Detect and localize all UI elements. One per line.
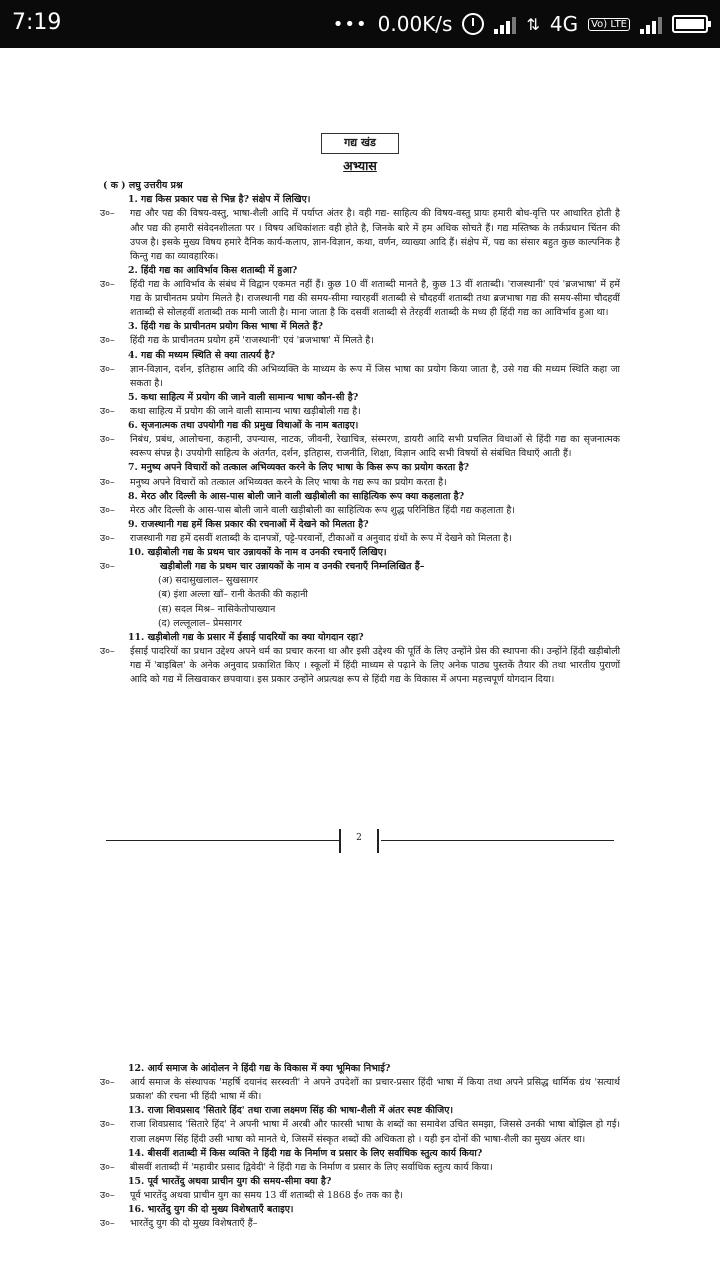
network-type: 4G bbox=[549, 12, 579, 36]
answer bbox=[100, 476, 620, 490]
answer-text: राजा शिवप्रसाद 'सितारे हिंद' ने अपनी भाषा में अरबी और फारसी भाषा के शब्दों का समावेश उचित समझा, जिससे उनकी भाषा बोझिल हो गई। राजा लक्ष्मण सिंह हिंदी उसी भाषा को मानते थे, जिसमें संस्कृत शब्दों की अधिकता हो । यही इन दोनों की भाषा-शैली का मुख्य अंतर था। bbox=[130, 1119, 620, 1145]
page-number: 2 bbox=[356, 833, 362, 843]
qa-item bbox=[100, 349, 620, 391]
qa-item bbox=[100, 1062, 620, 1104]
question: 14. बीसवीं शताब्दी में किस व्यक्ति ने हिंदी गद्य के निर्माण व प्रसार के लिए सर्वाधिक स्तुत्य कार्य किया? bbox=[128, 1147, 483, 1159]
qa-item bbox=[100, 1147, 620, 1175]
answer-label: उ०– bbox=[100, 645, 115, 657]
answer bbox=[100, 645, 620, 687]
answer-text: ज्ञान-विज्ञान, दर्शन, इतिहास आदि की अभिव्यक्ति के माध्यम के रूप में जिस भाषा का प्रयोग किया जाता है, उसे गद्य की मध्यम स्थिति कहा जा सकता है। bbox=[130, 363, 620, 389]
answer-label: उ०– bbox=[100, 1119, 115, 1131]
status-icons bbox=[333, 8, 708, 40]
qa-item bbox=[100, 391, 620, 419]
answer-label: उ०– bbox=[100, 434, 115, 446]
answer bbox=[100, 278, 620, 320]
question: 3. हिंदी गद्य के प्राचीनतम प्रयोग किस भाषा में मिलते हैं? bbox=[128, 321, 324, 333]
qa-item bbox=[100, 320, 620, 348]
page-number-bar bbox=[106, 826, 614, 856]
data-transfer-icon: ⇅ bbox=[526, 14, 540, 34]
answer-label: उ०– bbox=[100, 335, 115, 347]
document-page-1 bbox=[100, 133, 620, 687]
volte-icon: Vo) LTE bbox=[588, 18, 630, 31]
answer-label: उ०– bbox=[100, 532, 115, 544]
answer-text: मनुष्य अपने विचारों को तत्काल अभिव्यक्त करने के लिए भाषा के गद्य रूप का प्रयोग करता है। bbox=[130, 476, 447, 488]
qa-item bbox=[100, 461, 620, 489]
answer-label: उ०– bbox=[100, 208, 115, 220]
list-item: (ब) इंशा अल्ला खाँ– रानी केतकी की कहानी bbox=[158, 589, 308, 601]
question: 12. आर्य समाज के आंदोलन ने हिंदी गद्य के विकास में क्या भूमिका निभाई? bbox=[128, 1063, 391, 1074]
answer bbox=[100, 1118, 620, 1146]
answer-label: उ०– bbox=[100, 476, 115, 488]
question: 10. खड़ीबोली गद्य के प्रथम चार उन्नायकों के नाम व उनकी रचनाएँ लिखिए। bbox=[128, 547, 387, 559]
answer-text: बीसवीं शताब्दी में 'महावीर प्रसाद द्विवेदी' ने हिंदी गद्य के निर्माण व प्रसार के लिए सर्वाधिक स्तुत्य कार्य किया। bbox=[130, 1161, 493, 1173]
question: 4. गद्य की मध्यम स्थिति से क्या तात्पर्य है? bbox=[128, 349, 276, 361]
qa-item bbox=[100, 631, 620, 687]
answer-text: आर्य समाज के संस्थापक 'महर्षि दयानंद सरस्वती' ने अपने उपदेशों का प्रचार-प्रसार हिंदी भाषा में किया तथा अपने प्रसिद्ध धार्मिक ग्रंथ 'सत्यार्थ प्रकाश' की रचना भी हिंदी भाषा में की। bbox=[130, 1077, 620, 1103]
answer-label: उ०– bbox=[100, 561, 115, 573]
answer-text: कथा साहित्य में प्रयोग की जाने वाली सामान्य भाषा खड़ीबोली गद्य है। bbox=[130, 406, 361, 417]
answer-label: उ०– bbox=[100, 1161, 115, 1173]
answer-text: भारतेंदु युग की दो मुख्य विशेषताएँ हैं– bbox=[130, 1218, 258, 1230]
answer-label: उ०– bbox=[100, 504, 115, 516]
question: 6. सृजनात्मक तथा उपयोगी गद्य की प्रमुख विधाओं के नाम बताइए। bbox=[128, 420, 359, 432]
answer bbox=[100, 1217, 620, 1231]
status-bar bbox=[0, 0, 720, 48]
answer-text: निबंध, प्रबंध, आलोचना, कहानी, उपन्यास, नाटक, जीवनी, रेखाचित्र, संस्मरण, डायरी आदि सभी प्रचलित विधाओं से हिंदी गद्य का सृजनात्मक स्वरूप संपन्न है। उपयोगी साहित्य के अंतर्गत, दर्शन, इतिहास, राजनीति, शिक्षा, विज्ञान आदि सभी विषयों से संबंधित विधाएँ आती हैं। bbox=[130, 434, 620, 460]
list-item: (द) लल्लूलाल– प्रेमसागर bbox=[158, 617, 242, 629]
answer bbox=[100, 560, 620, 574]
page-title: अभ्यास bbox=[343, 157, 377, 173]
question: 9. राजस्थानी गद्य हमें किस प्रकार की रचनाओं में देखने को मिलता है? bbox=[128, 518, 369, 530]
question: 11. खड़ीबोली गद्य के प्रसार में ईसाई पादरियों का क्या योगदान रहा? bbox=[128, 631, 364, 643]
qa-item bbox=[100, 193, 620, 264]
qa-item bbox=[100, 546, 620, 631]
qa-item bbox=[100, 1175, 620, 1203]
answer bbox=[100, 532, 620, 546]
question: 1. गद्य किस प्रकार पद्य से भिन्न है? संक्षेप में लिखिए। bbox=[128, 194, 311, 206]
qa-item bbox=[100, 518, 620, 546]
answer-label: उ०– bbox=[100, 1218, 115, 1230]
battery-icon bbox=[672, 15, 708, 33]
question: 13. राजा शिवप्रसाद 'सितारे हिंद' तथा राजा लक्ष्मण सिंह की भाषा-शैली में अंतर स्पष्ट कीजिए। bbox=[128, 1105, 453, 1117]
answer bbox=[100, 433, 620, 461]
answer-text: गद्य और पद्य की विषय-वस्तु, भाषा-शैली आदि में पर्याप्त अंतर है। वही गद्य- साहित्य की विषय-वस्तु प्रायः हमारी बोध-वृत्ति पर आधारित होती है और पद्य की हमारी संवेदनशीलता पर । विषय अधिकांशतः वही होते है, जिनके बारे में हम अधिक सोचते हैं। गद्य मस्तिष्क के तर्कप्रधान चिंतन की उपज है। इसके मुख्य विषय हमारे दैनिक कार्य-कलाप, ज्ञान-विज्ञान, कथा, वर्णन, व्याख्या आदि हैं। संक्षेप में, पद्य का संसार बहुत कुछ काल्पनिक है किन्तु गद्य का व्यावहारिक। bbox=[130, 208, 620, 262]
section-label: ( क ) लघु उत्तरीय प्रश्न bbox=[103, 180, 183, 192]
answer-text: हिंदी गद्य के आविर्भाव के संबंध में विद्वान एकमत नहीं हैं। कुछ 10 वीं शताब्दी मानते है, कुछ 13 वीं शताब्दी। 'राजस्थानी' एवं 'ब्रजभाषा' में हमें गद्य के प्राचीनतम प्रयोग मिलते है। राजस्थानी गद्य की समय-सीमा ग्यारहवीं शताब्दी से चौदहवीं शताब्दी तथा ब्रजभाषा गद्य की समय-सीमा चौदहवीं शताब्दी से सोलहवीं शताब्दी तक मानी जाती है। माना जाता है कि दसवीं शताब्दी से तेरहवीं शताब्दी के मध्य ही हिंदी गद्य का आविर्भाव हुआ था। bbox=[130, 279, 620, 319]
answer-text: खड़ीबोली गद्य के प्रथम चार उन्नायकों के नाम व उनकी रचनाएँ निम्नलिखित हैं– bbox=[160, 561, 425, 573]
answer bbox=[100, 504, 620, 518]
list-item: (अ) सदासुखलाल– सुखसागर bbox=[158, 575, 258, 587]
answer-label: उ०– bbox=[100, 1077, 115, 1089]
list-item: (स) सदल मिश्र– नासिकेतोपाख्यान bbox=[158, 603, 276, 615]
question: 7. मनुष्य अपने विचारों को तत्काल अभिव्यक्त करने के लिए भाषा के किस रूप का प्रयोग करता है? bbox=[128, 462, 469, 474]
question: 8. मेरठ और दिल्ली के आस-पास बोली जाने वाली खड़ीबोली का साहित्यिक रूप क्या कहलाता है? bbox=[128, 490, 465, 502]
qa-item bbox=[100, 264, 620, 320]
answer-label: उ०– bbox=[100, 279, 115, 291]
divider bbox=[377, 829, 379, 853]
answer-text: ईसाई पादरियों का प्रधान उद्देश्य अपने धर्म का प्रचार करना था और इसी उद्देश्य की पूर्ति के लिए उन्होंने प्रेस की स्थापना की। उन्होंने हिंदी खड़ीबोली गद्य में 'बाइबिल' के अनेक अनुवाद प्रकाशित किए । स्कूलों में हिंदी माध्यम से पढ़ाने के लिए अनेक पाठ्य पुस्तकें तैयार की तथा भारतीय पुराणों आदि को गद्य में लिखवाकर छपवाया। इस प्रकार उन्होंने अप्रत्यक्ष रूप से हिंदी गद्य के विकास में अपना महत्त्वपूर्ण योगदान दिया। bbox=[130, 645, 620, 686]
answer bbox=[100, 334, 620, 348]
question: 5. कथा साहित्य में प्रयोग की जाने वाली सामान्य भाषा कौन-सी है? bbox=[128, 391, 359, 403]
qa-item bbox=[100, 419, 620, 461]
question: 15. पूर्व भारतेंदु अथवा प्राचीन युग की समय-सीमा क्या है? bbox=[128, 1175, 332, 1187]
question: 16. भारतेंदु युग की दो मुख्य विशेषताएँ बताइए। bbox=[128, 1204, 294, 1216]
answer bbox=[100, 1189, 620, 1203]
qa-item bbox=[100, 490, 620, 518]
answer-list bbox=[100, 574, 620, 630]
signal-strength-icon bbox=[494, 14, 516, 34]
answer-text: राजस्थानी गद्य हमें दसवीं शताब्दी के दानपत्रों, पट्टे-परवानों, टीकाओं व अनुवाद ग्रंथों के रूप में देखने को मिलता है। bbox=[130, 532, 512, 544]
document-page-2 bbox=[100, 1062, 620, 1231]
status-time: 7:19 bbox=[12, 10, 62, 35]
answer bbox=[100, 1161, 620, 1175]
answer-text: पूर्व भारतेंदु अथवा प्राचीन युग का समय 13 वीं शताब्दी से 1868 ई० तक का है। bbox=[130, 1189, 403, 1201]
answer-label: उ०– bbox=[100, 1189, 115, 1201]
divider bbox=[381, 840, 614, 841]
answer bbox=[100, 363, 620, 391]
answer-text: मेरठ और दिल्ली के आस-पास बोली जाने वाली खड़ीबोली का साहित्यिक रूप शुद्ध परिनिष्ठित हिंदी गद्य कहलाता है। bbox=[130, 504, 515, 516]
qa-item bbox=[100, 1104, 620, 1146]
answer-label: उ०– bbox=[100, 406, 115, 417]
signal-strength-icon-2 bbox=[640, 14, 662, 34]
divider bbox=[106, 840, 339, 841]
answer-text: हिंदी गद्य के प्राचीनतम प्रयोग हमें 'राजस्थानी' एवं 'ब्रजभाषा' में मिलते है। bbox=[130, 335, 374, 347]
alarm-icon bbox=[462, 13, 484, 35]
section-heading-box: गद्य खंड bbox=[321, 133, 399, 154]
answer bbox=[100, 207, 620, 263]
answer bbox=[100, 405, 620, 419]
qa-item bbox=[100, 1203, 620, 1231]
answer bbox=[100, 1076, 620, 1104]
notification-dots-icon: ••• bbox=[332, 13, 368, 35]
network-speed: 0.00K/s bbox=[377, 12, 453, 36]
question: 2. हिंदी गद्य का आविर्भाव किस शताब्दी में हुआ? bbox=[128, 264, 298, 276]
answer-label: उ०– bbox=[100, 363, 115, 375]
